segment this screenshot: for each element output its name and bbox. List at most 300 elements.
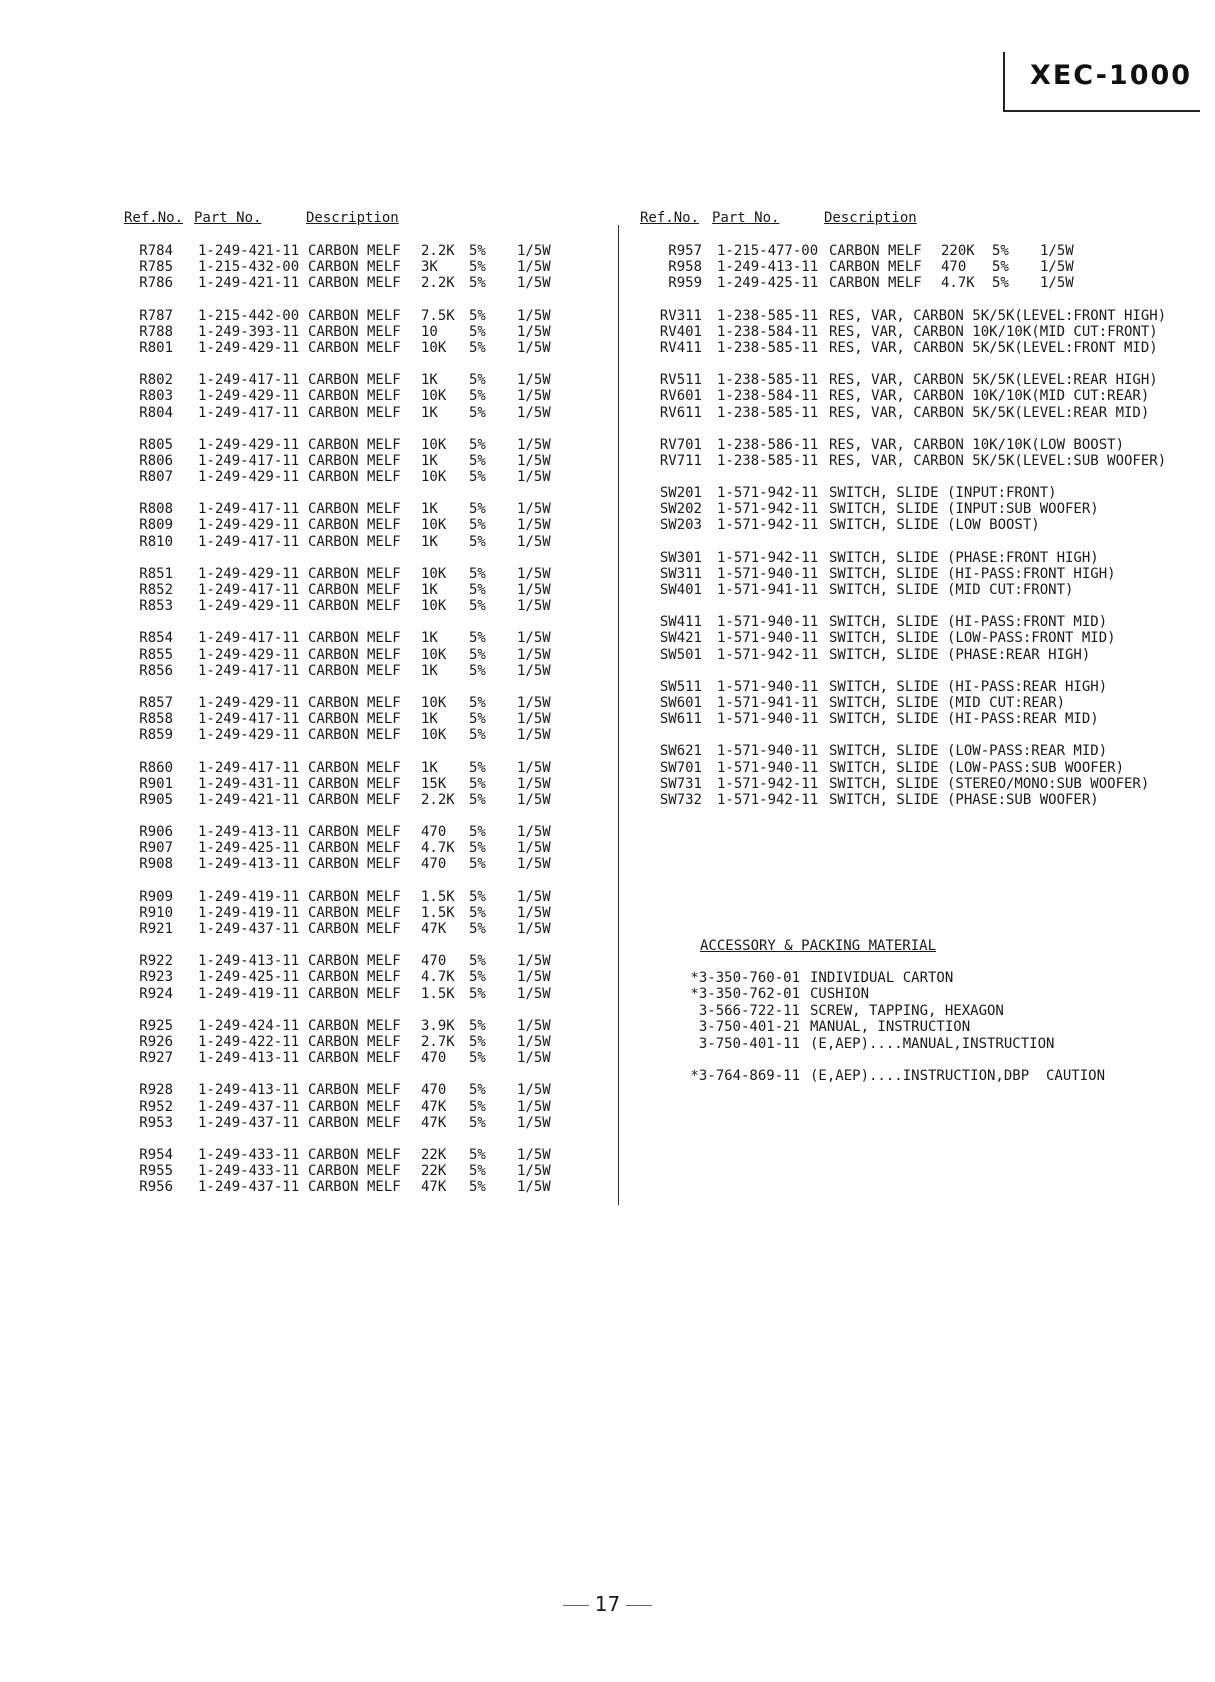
- cell-desc: CARBON MELF: [308, 501, 401, 518]
- cell-tol: 5%: [469, 243, 486, 259]
- cell-desc: CARBON MELF: [308, 791, 401, 808]
- cell-ref: R952: [139, 1098, 173, 1115]
- cell-val: 470: [421, 824, 447, 841]
- cell-desc: SWITCH, SLIDE (PHASE:SUB WOOFER): [829, 791, 1099, 808]
- table-row: [120, 1179, 560, 1195]
- cell-ref: R910: [139, 904, 173, 921]
- cell-desc: SWITCH, SLIDE (HI-PASS:FRONT MID): [829, 614, 1108, 631]
- cell-part: 1-249-421-11: [198, 791, 300, 808]
- cell-part: 1-238-585-11: [717, 307, 819, 324]
- cell-tol: 5%: [469, 1179, 486, 1196]
- cell-desc: SWITCH, SLIDE (PHASE:REAR HIGH): [829, 646, 1091, 663]
- cell-desc: CARBON MELF: [308, 533, 401, 550]
- parts-group: [120, 695, 560, 744]
- cell-watt: 1/5W: [517, 243, 551, 259]
- table-row: [120, 695, 560, 711]
- parts-group: [640, 372, 1180, 421]
- cell-ref: R810: [139, 533, 173, 550]
- parts-group: [120, 760, 560, 809]
- cell-ref: R926: [139, 1033, 173, 1050]
- table-row: [640, 275, 1180, 291]
- cell-watt: 1/5W: [1040, 259, 1074, 276]
- cell-tol: 5%: [469, 323, 486, 340]
- cell-ref: R805: [139, 436, 173, 453]
- cell-tol: 5%: [469, 436, 486, 453]
- table-row: [640, 614, 1180, 630]
- cell-tol: 5%: [469, 1017, 486, 1034]
- cell-val: 10K: [421, 436, 447, 453]
- cell-desc: CARBON MELF: [308, 1017, 401, 1034]
- cell-watt: 1/5W: [517, 517, 551, 534]
- cell-desc: SWITCH, SLIDE (LOW-PASS:SUB WOOFER): [829, 759, 1125, 776]
- cell-desc: CARBON MELF: [308, 662, 401, 679]
- cell-tol: 5%: [469, 694, 486, 711]
- cell-watt: 1/5W: [517, 921, 551, 937]
- table-row: [120, 243, 560, 259]
- cell-part: 1-249-419-11: [198, 888, 300, 905]
- cell-part: 1-238-586-11: [717, 436, 819, 453]
- cell-part: 1-238-585-11: [717, 404, 819, 421]
- table-row: [640, 711, 1180, 727]
- table-row: [640, 582, 1180, 598]
- cell-tol: 5%: [469, 598, 486, 615]
- cell-part: 1-249-417-11: [198, 372, 300, 389]
- page-dash-right: [626, 1605, 652, 1606]
- cell-val: 470: [421, 1082, 447, 1099]
- cell-part: 1-249-419-11: [198, 904, 300, 921]
- cell-tol: 5%: [469, 1098, 486, 1115]
- cell-part: 1-249-429-11: [198, 436, 300, 453]
- table-row: [120, 824, 560, 840]
- cell-val: 47K: [421, 1114, 447, 1131]
- cell-val: 1.5K: [421, 985, 455, 1002]
- cell-val: 2.2K: [421, 275, 455, 292]
- cell-desc: CARBON MELF: [308, 582, 401, 598]
- cell-watt: 1/5W: [517, 985, 551, 1002]
- cell-watt: 1/5W: [517, 888, 551, 905]
- cell-val: 1K: [421, 662, 438, 679]
- cell-val: 10K: [421, 565, 447, 582]
- cell-ref: R787: [139, 307, 173, 324]
- cell-part: 1-249-413-11: [198, 856, 300, 873]
- cell-watt: 1/5W: [1040, 243, 1074, 259]
- cell-tol: 5%: [469, 630, 486, 647]
- parts-group: [640, 308, 1180, 357]
- cell-tol: 5%: [469, 1082, 486, 1099]
- cell-ref: R859: [139, 727, 173, 744]
- cell-val: 3.9K: [421, 1017, 455, 1034]
- cell-watt: 1/5W: [517, 646, 551, 663]
- cell-part: 1-249-431-11: [198, 775, 300, 792]
- table-row: [120, 711, 560, 727]
- cell-desc: CARBON MELF: [308, 856, 401, 873]
- table-row: [120, 647, 560, 663]
- table-row: [120, 469, 560, 485]
- cell-val: 10K: [421, 646, 447, 663]
- cell-part: 1-571-940-11: [717, 565, 819, 582]
- cell-part: 1-571-942-11: [717, 517, 819, 534]
- cell-desc: CARBON MELF: [308, 904, 401, 921]
- table-row: [640, 340, 1180, 356]
- cell-part: 1-249-417-11: [198, 759, 300, 776]
- cell-ref: SW701: [659, 759, 702, 776]
- cell-watt: 1/5W: [517, 791, 551, 808]
- table-row: [120, 501, 560, 517]
- cell-desc: SWITCH, SLIDE (LOW-PASS:REAR MID): [829, 743, 1108, 760]
- cell-watt: 1/5W: [517, 275, 551, 292]
- cell-val: 2.2K: [421, 243, 455, 259]
- table-row: [120, 1163, 560, 1179]
- table-row: [120, 776, 560, 792]
- parts-group: [120, 372, 560, 421]
- cell-desc: SWITCH, SLIDE (INPUT:SUB WOOFER): [829, 501, 1099, 518]
- table-row: [640, 243, 1180, 259]
- table-row: [120, 889, 560, 905]
- table-row: [120, 969, 560, 985]
- table-row: [640, 679, 1180, 695]
- table-row: [640, 647, 1180, 663]
- cell-tol: 5%: [469, 985, 486, 1002]
- table-row: [120, 727, 560, 743]
- cell-part: 1-249-413-11: [198, 1082, 300, 1099]
- cell-part: 1-238-584-11: [717, 388, 819, 405]
- table-row: [120, 453, 560, 469]
- cell-watt: 1/5W: [517, 533, 551, 550]
- cell-desc: RES, VAR, CARBON 10K/10K(LOW BOOST): [829, 436, 1125, 453]
- cell-desc: CARBON MELF: [308, 1082, 401, 1099]
- cell-part: 1-238-585-11: [717, 372, 819, 389]
- cell-part: 1-571-941-11: [717, 694, 819, 711]
- cell-tol: 5%: [469, 888, 486, 905]
- cell-val: 10K: [421, 694, 447, 711]
- table-row: [640, 485, 1180, 501]
- cell-val: 4.7K: [941, 275, 975, 292]
- cell-val: 15K: [421, 775, 447, 792]
- table-row: [120, 259, 560, 275]
- cell-tol: 5%: [469, 824, 486, 841]
- parts-table-right: [640, 243, 1180, 824]
- table-row: [120, 953, 560, 969]
- cell-tol: 5%: [469, 969, 486, 986]
- cell-ref: R851: [139, 565, 173, 582]
- cell-watt: 1/5W: [517, 969, 551, 986]
- table-row: [120, 792, 560, 808]
- cell-desc: CARBON MELF: [308, 1163, 401, 1180]
- cell-ref: R858: [139, 711, 173, 728]
- cell-part: 1-238-584-11: [717, 323, 819, 340]
- cell-desc: CARBON MELF: [308, 307, 401, 324]
- cell-ref: SW601: [659, 694, 702, 711]
- accessory-part: *3-350-762-01: [690, 986, 800, 1003]
- cell-val: 7.5K: [421, 307, 455, 324]
- table-row: [120, 517, 560, 533]
- table-row: [120, 534, 560, 550]
- cell-ref: R905: [139, 791, 173, 808]
- cell-part: 1-249-429-11: [198, 517, 300, 534]
- cell-tol: 5%: [469, 1114, 486, 1131]
- cell-tol: 5%: [992, 259, 1009, 276]
- table-row: [120, 437, 560, 453]
- table-row: [640, 437, 1180, 453]
- cell-part: 1-249-424-11: [198, 1017, 300, 1034]
- cell-part: 1-249-433-11: [198, 1163, 300, 1180]
- cell-ref: R953: [139, 1114, 173, 1131]
- cell-watt: 1/5W: [517, 436, 551, 453]
- cell-tol: 5%: [469, 904, 486, 921]
- parts-group: [640, 679, 1180, 728]
- cell-part: 1-571-940-11: [717, 630, 819, 647]
- cell-ref: R786: [139, 275, 173, 292]
- cell-ref: SW202: [659, 501, 702, 518]
- cell-desc: CARBON MELF: [308, 727, 401, 744]
- cell-tol: 5%: [469, 501, 486, 518]
- table-row: [120, 1099, 560, 1115]
- cell-ref: R801: [139, 339, 173, 356]
- cell-tol: 5%: [469, 259, 486, 276]
- cell-watt: 1/5W: [517, 259, 551, 276]
- accessory-desc: MANUAL, INSTRUCTION: [810, 1019, 971, 1036]
- header-part-right: Part No.: [712, 210, 780, 226]
- table-row: [120, 324, 560, 340]
- cell-desc: CARBON MELF: [829, 243, 922, 259]
- accessory-gap: [690, 1052, 1170, 1068]
- accessory-desc: (E,AEP)....INSTRUCTION,DBP CAUTION: [810, 1067, 1106, 1084]
- cell-val: 1.5K: [421, 904, 455, 921]
- table-row: [640, 453, 1180, 469]
- cell-desc: SWITCH, SLIDE (HI-PASS:REAR MID): [829, 711, 1099, 728]
- cell-ref: RV711: [659, 452, 702, 469]
- cell-ref: R807: [139, 469, 173, 486]
- cell-part: 1-249-417-11: [198, 501, 300, 518]
- cell-desc: SWITCH, SLIDE (LOW-PASS:FRONT MID): [829, 630, 1116, 647]
- table-row: [120, 275, 560, 291]
- cell-part: 1-571-942-11: [717, 775, 819, 792]
- cell-ref: R784: [139, 243, 173, 259]
- cell-part: 1-249-421-11: [198, 275, 300, 292]
- table-row: [120, 388, 560, 404]
- table-row: [120, 308, 560, 324]
- table-row: [120, 856, 560, 872]
- table-row: [640, 566, 1180, 582]
- cell-watt: 1/5W: [517, 824, 551, 841]
- cell-val: 10K: [421, 727, 447, 744]
- cell-watt: 1/5W: [517, 662, 551, 679]
- cell-val: 1K: [421, 582, 438, 598]
- cell-desc: CARBON MELF: [308, 565, 401, 582]
- cell-val: 1K: [421, 372, 438, 389]
- cell-ref: R785: [139, 259, 173, 276]
- cell-part: 1-249-417-11: [198, 711, 300, 728]
- parts-group: [640, 614, 1180, 663]
- cell-val: 470: [421, 953, 447, 970]
- accessory-item: [690, 1003, 1170, 1019]
- cell-desc: SWITCH, SLIDE (HI-PASS:REAR HIGH): [829, 678, 1108, 695]
- cell-desc: CARBON MELF: [308, 1050, 401, 1067]
- cell-ref: R928: [139, 1082, 173, 1099]
- cell-val: 470: [941, 259, 967, 276]
- cell-part: 1-215-477-00: [717, 243, 819, 259]
- cell-desc: CARBON MELF: [308, 436, 401, 453]
- cell-ref: R954: [139, 1146, 173, 1163]
- cell-ref: R901: [139, 775, 173, 792]
- cell-watt: 1/5W: [517, 759, 551, 776]
- cell-part: 1-571-940-11: [717, 678, 819, 695]
- cell-part: 1-249-417-11: [198, 630, 300, 647]
- cell-desc: CARBON MELF: [308, 243, 401, 259]
- cell-ref: RV401: [659, 323, 702, 340]
- cell-tol: 5%: [469, 840, 486, 857]
- table-row: [120, 1034, 560, 1050]
- cell-watt: 1/5W: [517, 1082, 551, 1099]
- cell-tol: 5%: [469, 921, 486, 937]
- accessory-desc: (E,AEP)....MANUAL,INSTRUCTION: [810, 1035, 1055, 1052]
- cell-ref: R806: [139, 452, 173, 469]
- cell-tol: 5%: [469, 856, 486, 873]
- cell-desc: SWITCH, SLIDE (LOW BOOST): [829, 517, 1040, 534]
- table-row: [120, 1050, 560, 1066]
- table-row: [640, 760, 1180, 776]
- table-row: [640, 259, 1180, 275]
- cell-ref: R853: [139, 598, 173, 615]
- cell-ref: R909: [139, 888, 173, 905]
- cell-ref: R927: [139, 1050, 173, 1067]
- accessory-desc: INDIVIDUAL CARTON: [810, 970, 954, 986]
- cell-part: 1-249-437-11: [198, 1098, 300, 1115]
- parts-group: [640, 485, 1180, 534]
- cell-part: 1-238-585-11: [717, 339, 819, 356]
- cell-part: 1-249-437-11: [198, 921, 300, 937]
- cell-watt: 1/5W: [517, 1033, 551, 1050]
- cell-desc: CARBON MELF: [308, 372, 401, 389]
- table-row: [120, 630, 560, 646]
- cell-part: 1-571-940-11: [717, 711, 819, 728]
- cell-part: 1-249-425-11: [198, 840, 300, 857]
- cell-val: 47K: [421, 1098, 447, 1115]
- cell-tol: 5%: [469, 791, 486, 808]
- cell-tol: 5%: [469, 388, 486, 405]
- cell-part: 1-215-442-00: [198, 307, 300, 324]
- cell-ref: R856: [139, 662, 173, 679]
- accessory-part: 3-750-401-21: [698, 1019, 800, 1036]
- cell-val: 1K: [421, 759, 438, 776]
- cell-part: 1-249-417-11: [198, 452, 300, 469]
- cell-watt: 1/5W: [517, 1114, 551, 1131]
- cell-desc: CARBON MELF: [308, 259, 401, 276]
- table-row: [120, 582, 560, 598]
- cell-ref: R924: [139, 985, 173, 1002]
- cell-val: 470: [421, 856, 447, 873]
- cell-ref: R808: [139, 501, 173, 518]
- cell-tol: 5%: [469, 339, 486, 356]
- cell-part: 1-249-429-11: [198, 339, 300, 356]
- cell-desc: CARBON MELF: [308, 775, 401, 792]
- cell-tol: 5%: [469, 1146, 486, 1163]
- cell-part: 1-249-437-11: [198, 1114, 300, 1131]
- cell-val: 2.2K: [421, 791, 455, 808]
- cell-tol: 5%: [469, 452, 486, 469]
- cell-desc: CARBON MELF: [308, 388, 401, 405]
- cell-watt: 1/5W: [517, 1179, 551, 1196]
- cell-part: 1-249-413-11: [198, 953, 300, 970]
- table-row: [120, 986, 560, 1002]
- cell-desc: CARBON MELF: [308, 969, 401, 986]
- accessory-title: ACCESSORY & PACKING MATERIAL: [700, 938, 937, 954]
- cell-ref: SW203: [659, 517, 702, 534]
- cell-val: 47K: [421, 1179, 447, 1196]
- cell-watt: 1/5W: [517, 1050, 551, 1067]
- cell-part: 1-249-419-11: [198, 985, 300, 1002]
- cell-tol: 5%: [469, 275, 486, 292]
- table-row: [640, 388, 1180, 404]
- cell-part: 1-249-429-11: [198, 727, 300, 744]
- table-row: [640, 695, 1180, 711]
- cell-val: 10K: [421, 339, 447, 356]
- cell-ref: SW421: [659, 630, 702, 647]
- cell-ref: R958: [668, 259, 702, 276]
- cell-val: 4.7K: [421, 840, 455, 857]
- parts-group: [120, 824, 560, 873]
- cell-ref: SW501: [659, 646, 702, 663]
- table-row: [120, 921, 560, 937]
- cell-part: 1-249-425-11: [198, 969, 300, 986]
- cell-part: 1-249-429-11: [198, 388, 300, 405]
- cell-val: 4.7K: [421, 969, 455, 986]
- parts-group: [120, 1082, 560, 1131]
- table-row: [640, 324, 1180, 340]
- cell-tol: 5%: [469, 646, 486, 663]
- cell-desc: CARBON MELF: [829, 275, 922, 292]
- cell-val: 10: [421, 323, 438, 340]
- cell-desc: CARBON MELF: [308, 824, 401, 841]
- page-number: [0, 1592, 1215, 1616]
- cell-desc: CARBON MELF: [308, 517, 401, 534]
- cell-tol: 5%: [469, 1163, 486, 1180]
- cell-val: 10K: [421, 598, 447, 615]
- cell-tol: 5%: [992, 275, 1009, 292]
- cell-desc: CARBON MELF: [308, 888, 401, 905]
- cell-desc: RES, VAR, CARBON 5K/5K(LEVEL:SUB WOOFER): [829, 452, 1167, 469]
- cell-val: 1.5K: [421, 888, 455, 905]
- cell-ref: R804: [139, 404, 173, 421]
- cell-ref: R854: [139, 630, 173, 647]
- cell-part: 1-571-942-11: [717, 646, 819, 663]
- cell-watt: 1/5W: [517, 469, 551, 486]
- cell-val: 22K: [421, 1146, 447, 1163]
- cell-val: 1K: [421, 533, 438, 550]
- cell-part: 1-249-421-11: [198, 243, 300, 259]
- table-row: [640, 405, 1180, 421]
- accessory-part: 3-566-722-11: [698, 1002, 800, 1019]
- cell-desc: CARBON MELF: [308, 694, 401, 711]
- cell-ref: RV701: [659, 436, 702, 453]
- parts-table-left: [120, 243, 560, 1211]
- cell-ref: R923: [139, 969, 173, 986]
- cell-watt: 1/5W: [517, 727, 551, 744]
- cell-watt: 1/5W: [517, 711, 551, 728]
- table-row: [120, 566, 560, 582]
- parts-group: [640, 743, 1180, 808]
- cell-part: 1-249-429-11: [198, 694, 300, 711]
- cell-part: 1-249-429-11: [198, 598, 300, 615]
- cell-desc: SWITCH, SLIDE (PHASE:FRONT HIGH): [829, 549, 1099, 566]
- cell-part: 1-249-417-11: [198, 662, 300, 679]
- table-row: [640, 630, 1180, 646]
- table-row: [120, 598, 560, 614]
- accessory-item: [690, 986, 1170, 1002]
- cell-part: 1-571-942-11: [717, 791, 819, 808]
- header-desc-right: Description: [824, 210, 917, 226]
- cell-val: 10K: [421, 517, 447, 534]
